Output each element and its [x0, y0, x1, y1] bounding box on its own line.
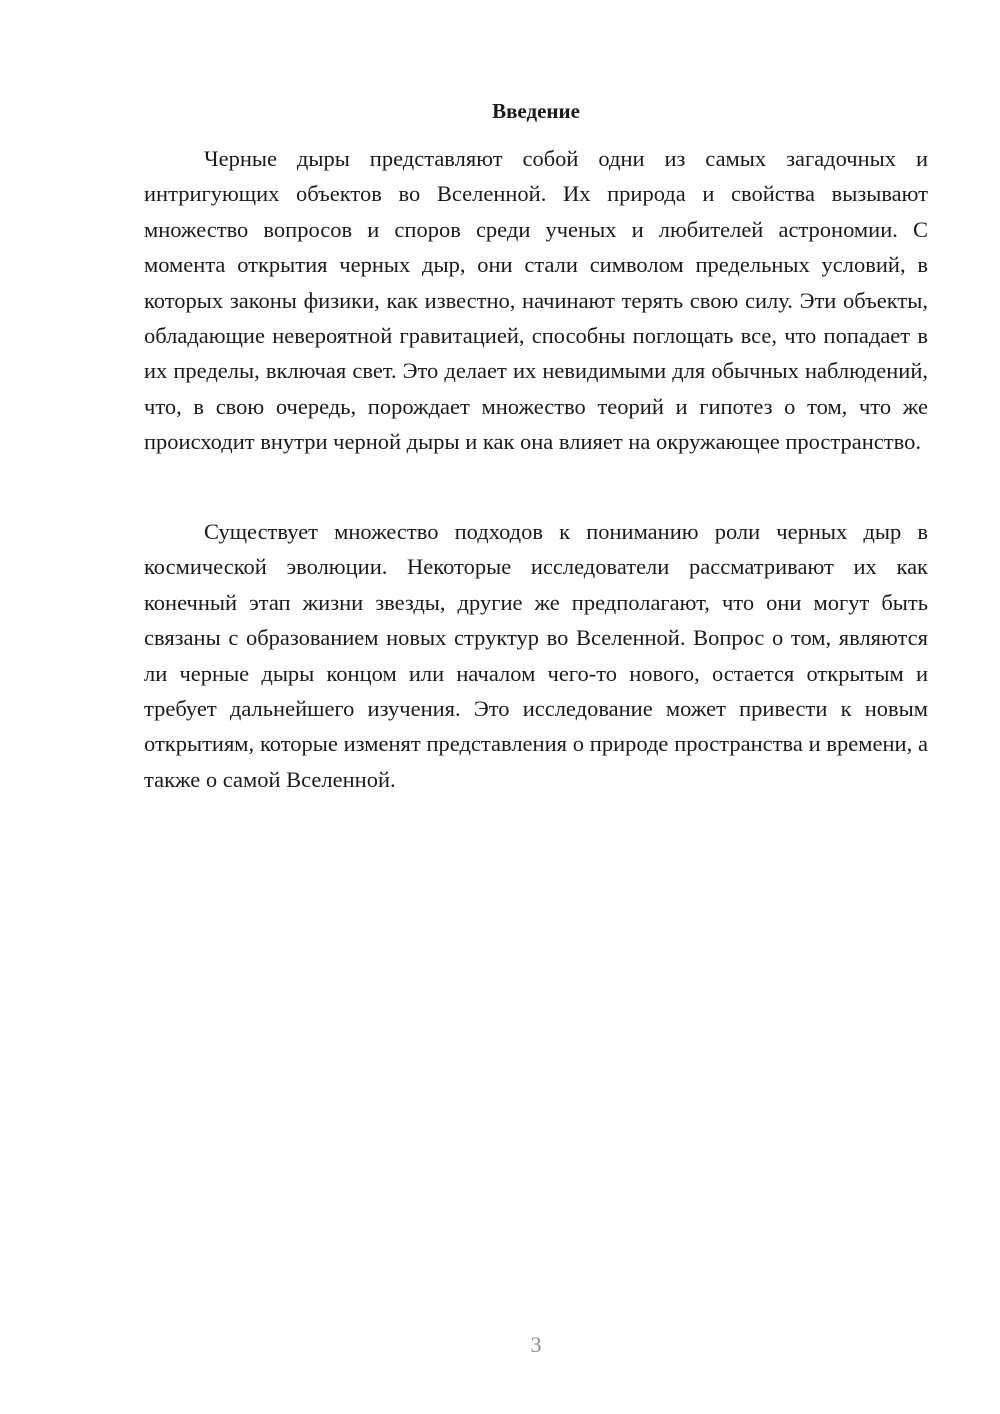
page-number: 3	[530, 1332, 542, 1357]
paragraph-1: Черные дыры представляют собой одни из самых загадочных и интригующих объектов во Вселенной. Их природа и свойства вызывают множество вопросов и споров среди ученых и любителей астрономии. С момента открытия черных дыр, они стали символом предельных условий, в которых законы физики, как известно, начинают терять свою силу. Эти объекты, обладающие невероятной гравитацией, способны поглощать все, что попадает в их пределы, включая свет. Это делает их невидимыми для обычных наблюдений, что, в свою очередь, порождает множество теорий и гипотез о том, что же происходит внутри черной дыры и как она влияет на окружающее пространство.	[144, 146, 928, 455]
section-heading: Введение	[492, 99, 580, 123]
paragraph-2: Существует множество подходов к пониманию роли черных дыр в космической эволюции. Некоторые исследователи рассматривают их как конечный этап жизни звезды, другие же предполагают, что они могут быть связаны с образованием новых структур во Вселенной. Вопрос о том, являются ли черные дыры концом или началом чего-то нового, остается открытым и требует дальнейшего изучения. Это исследование может привести к новым открытиям, которые изменят представления о природе пространства и времени, а также о самой Вселенной.	[144, 519, 928, 792]
